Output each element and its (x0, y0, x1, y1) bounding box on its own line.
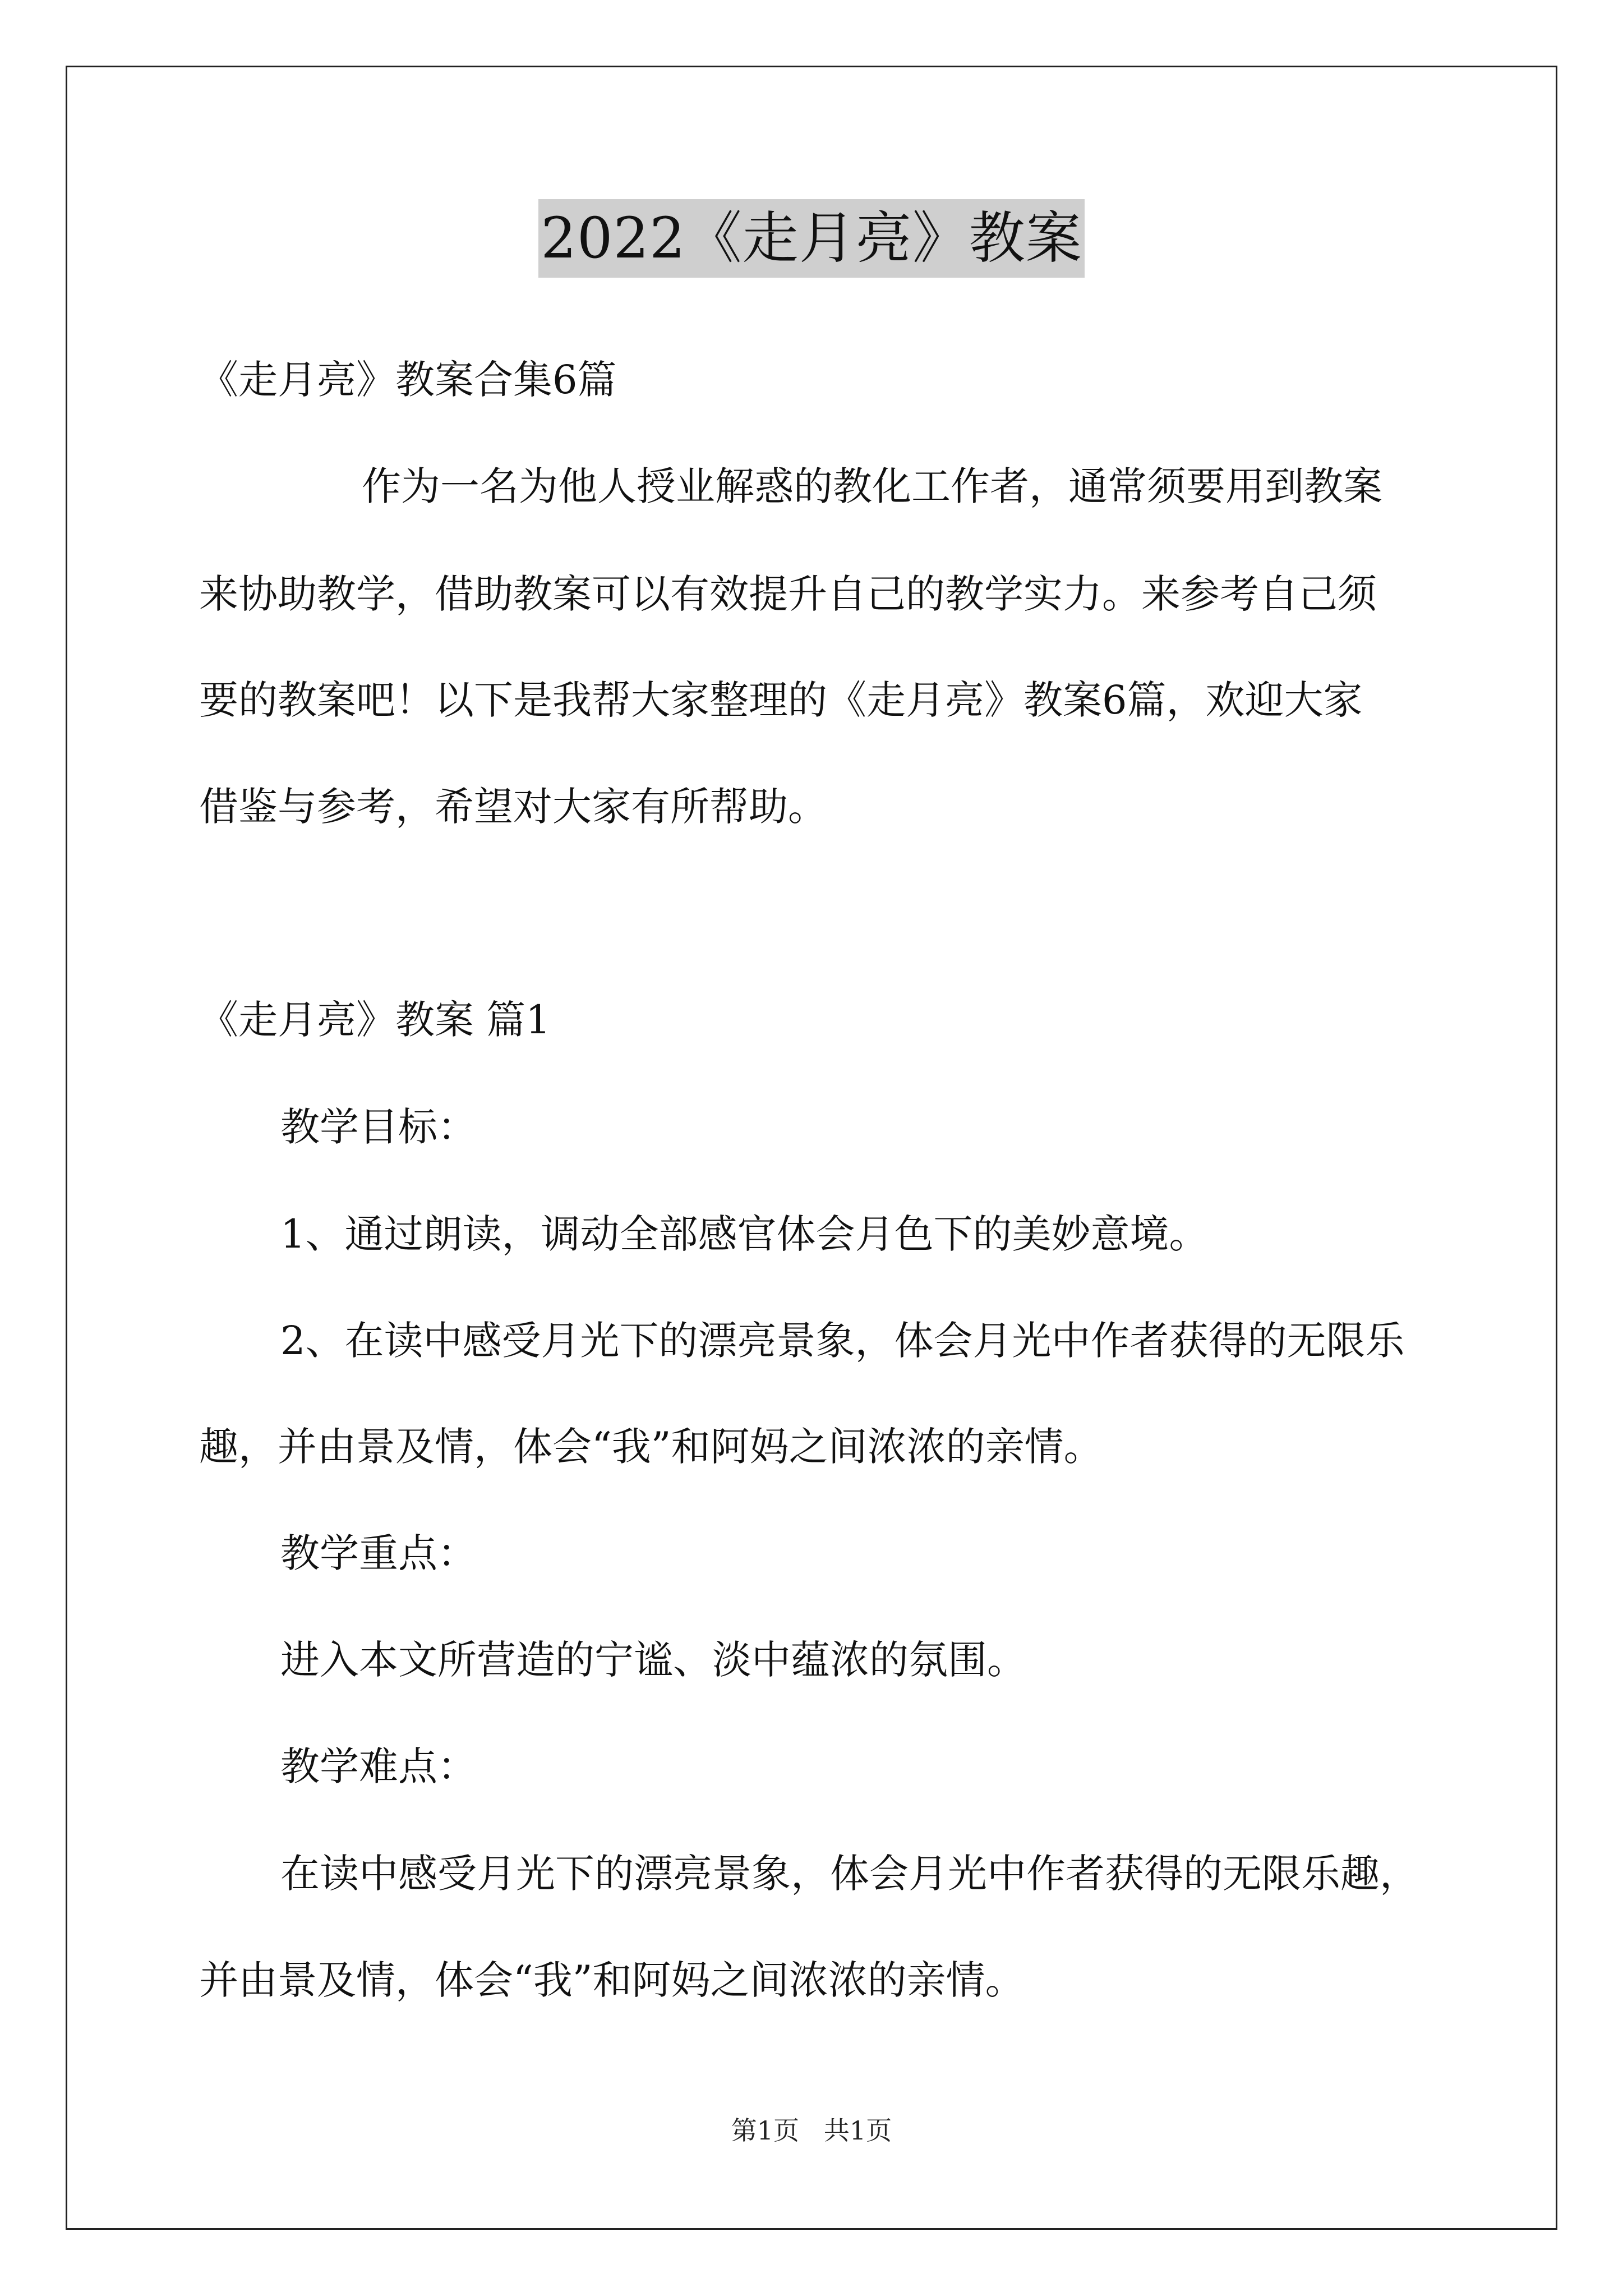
intro-line-3: 要的教案吧！以下是我帮大家整理的《走月亮》教案6篇，欢迎大家 (199, 677, 1363, 723)
objective-2-line-2: 趣，并由景及情，体会“我”和阿妈之间浓浓的亲情。 (199, 1424, 1103, 1470)
difficulty-line-1: 在读中感受月光下的漂亮景象，体会月光中作者获得的无限乐趣， (280, 1851, 1419, 1897)
title-container (0, 199, 1623, 278)
document-title: 2022《走月亮》教案 (538, 199, 1085, 278)
intro-line-1: 作为一名为他人授业解惑的教化工作者，通常须要用到教案 (362, 463, 1382, 509)
intro-line-2: 来协助教学，借助教案可以有效提升自己的教学实力。来参考自己须 (199, 571, 1377, 617)
document-subtitle: 《走月亮》教案合集6篇 (199, 357, 617, 403)
difficulty-heading: 教学难点： (280, 1743, 477, 1789)
page-footer: 第1页 共1页 (731, 2115, 892, 2146)
objective-2-line-1: 2、在读中感受月光下的漂亮景象，体会月光中作者获得的无限乐 (280, 1318, 1405, 1364)
objective-1: 1、通过朗读，调动全部感官体会月色下的美妙意境。 (280, 1211, 1209, 1257)
difficulty-line-2: 并由景及情，体会“我”和阿妈之间浓浓的亲情。 (199, 1957, 1025, 2003)
objectives-heading: 教学目标： (280, 1104, 477, 1150)
key-points-text: 进入本文所营造的宁谧、淡中蕴浓的氛围。 (280, 1637, 1026, 1683)
intro-line-4: 借鉴与参考，希望对大家有所帮助。 (199, 784, 827, 830)
key-points-heading: 教学重点： (280, 1530, 477, 1576)
section-heading: 《走月亮》教案 篇1 (199, 997, 551, 1043)
